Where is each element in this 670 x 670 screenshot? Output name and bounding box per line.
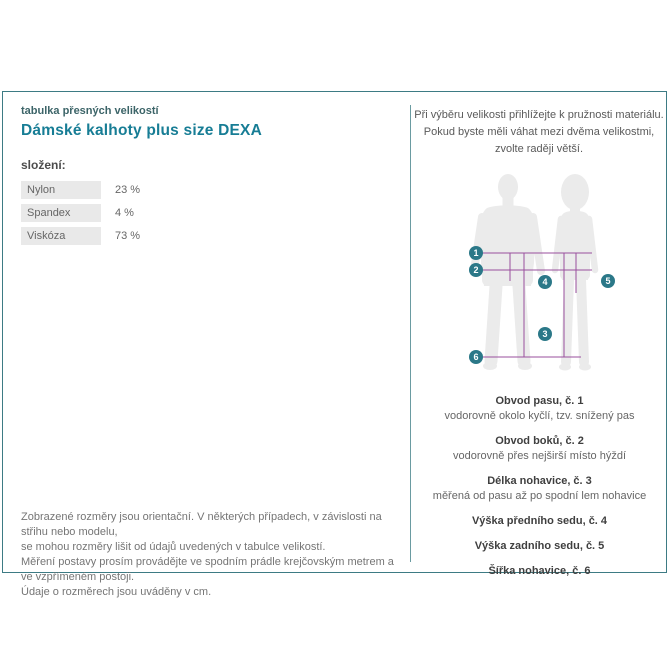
composition-heading: složení: xyxy=(21,158,66,172)
material-name-cell: Spandex xyxy=(21,204,101,222)
size-chart-panel xyxy=(2,91,667,598)
measurement-title: Výška zadního sedu, č. 5 xyxy=(474,540,605,552)
marker-1-badge xyxy=(469,246,483,260)
section-label: tabulka přesných velikostí xyxy=(21,105,159,117)
measurement-title: Délka nohavice, č. 3 xyxy=(487,475,592,487)
marker-2-badge xyxy=(469,263,483,277)
page-title: Dámské kalhoty plus size DEXA xyxy=(21,122,262,139)
measurement-desc: vodorovně okolo kyčlí, tzv. snížený pas xyxy=(444,410,635,422)
measurement-title: Výška předního sedu, č. 4 xyxy=(471,515,608,527)
male-silhouette xyxy=(474,174,541,370)
svg-text:6: 6 xyxy=(473,352,479,363)
measurement-item xyxy=(412,430,667,462)
material-name-cell: Viskóza xyxy=(21,227,101,245)
body-silhouettes-figure xyxy=(411,168,668,393)
disclaimer-line: Údaje o rozměrech jsou uváděny v cm. xyxy=(21,586,212,598)
disclaimer-text xyxy=(21,510,401,600)
measurement-title: Šířka nohavice, č. 6 xyxy=(488,565,591,577)
measurement-item xyxy=(412,535,667,552)
marker-3-badge xyxy=(538,327,552,341)
disclaimer-line: Zobrazené rozměry jsou orientační. V některých případech, v závislosti na střihu nebo modelu, xyxy=(21,511,382,538)
composition-table xyxy=(21,181,241,250)
advice-line: zvolte raději větší. xyxy=(494,143,584,155)
marker-6-badge xyxy=(469,350,483,364)
female-silhouette xyxy=(555,174,595,371)
table-row xyxy=(21,181,241,199)
svg-text:3: 3 xyxy=(542,329,548,340)
measurement-legend xyxy=(412,390,667,585)
svg-text:2: 2 xyxy=(473,265,479,276)
material-value-cell: 73 % xyxy=(115,230,141,242)
measurement-item xyxy=(412,390,667,422)
advice-line: Pokud byste měli váhat mezi dvěma velikostmi, xyxy=(423,126,655,138)
sizing-advice-text xyxy=(412,107,666,158)
svg-text:5: 5 xyxy=(605,276,611,287)
disclaimer-line: Měření postavy prosím provádějte ve spodním prádle krejčovským metrem a ve vzpřímeném postoji. xyxy=(21,556,394,583)
disclaimer-line: se mohou rozměry lišit od údajů uvedených v tabulce velikostí. xyxy=(21,541,326,553)
measurement-diagram xyxy=(411,168,668,393)
svg-text:1: 1 xyxy=(473,248,479,259)
measurement-item xyxy=(412,560,667,577)
table-row xyxy=(21,227,241,245)
measurement-title: Obvod pasu, č. 1 xyxy=(495,395,584,407)
marker-5-badge xyxy=(601,274,615,288)
advice-line: Při výběru velikosti přihlížejte k pružnosti materiálu. xyxy=(414,109,664,121)
table-row xyxy=(21,204,241,222)
material-value-cell: 23 % xyxy=(115,184,141,196)
measurement-desc: měřená od pasu až po spodní lem nohavice xyxy=(432,490,647,502)
material-value-cell: 4 % xyxy=(115,207,134,219)
marker-4-badge xyxy=(538,275,552,289)
measurement-item xyxy=(412,470,667,502)
material-name-cell: Nylon xyxy=(21,181,101,199)
svg-text:4: 4 xyxy=(542,277,548,288)
measurement-item xyxy=(412,510,667,527)
measurement-title: Obvod boků, č. 2 xyxy=(495,435,584,447)
measurement-desc: vodorovně přes nejširší místo hýždí xyxy=(452,450,627,462)
